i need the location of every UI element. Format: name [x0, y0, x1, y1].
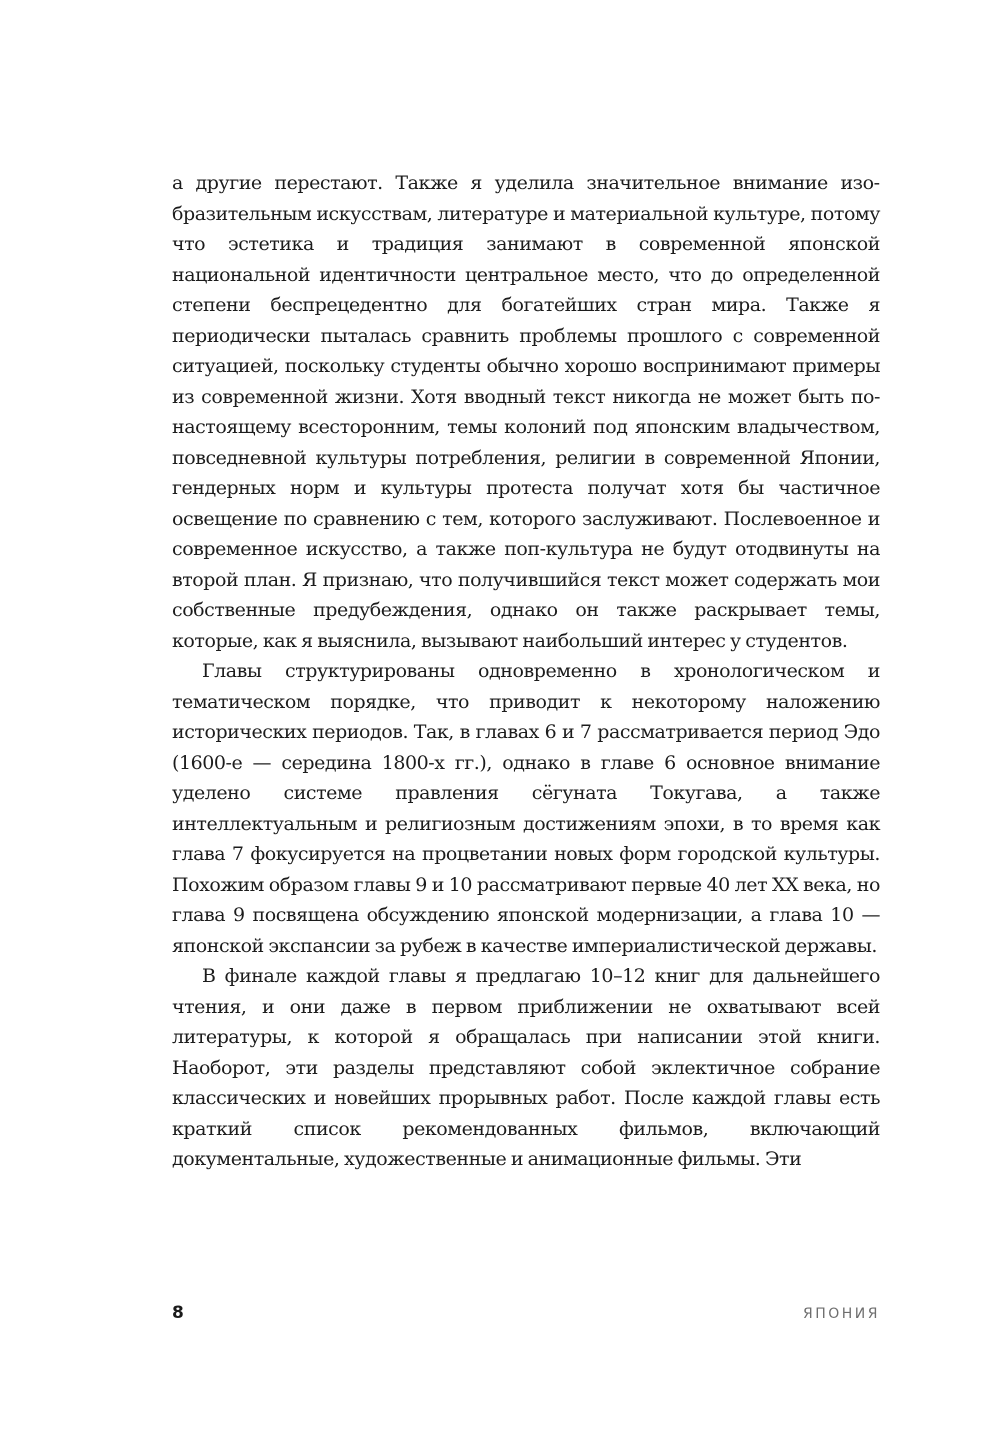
page-number: 8 — [172, 1303, 184, 1323]
page-footer — [172, 1301, 880, 1327]
main-text — [172, 168, 880, 1175]
running-title: ЯПОНИЯ — [802, 1306, 880, 1322]
paragraph-continuation: а другие перестают. Также я уделила значительное внимание изобразительным искусствам, литературе и материальной культуре, потому что эстетика и традиция занимают в современной японской национальной идентичности центральное место, что до определенной степени беспрецедентно для богатейших стран мира. Также я периодически пыталась сравнить проблемы прошлого с современной ситуацией, поскольку студенты обычно хорошо воспринимают примеры из современной жизни. Хотя вводный текст никогда не может быть по-настоящему всесторонним, темы колоний под японским владычеством, повседневной культуры потребления, религии в современной Японии, гендерных норм и культуры протеста получат хотя бы частичное освещение по сравнению с тем, которого заслуживают. Послевоенное и современное искусство, а также поп-культура не будут отодвинуты на второй план. Я признаю, что получившийся текст может содержать мои собственные предубеждения, однако он также раскрывает темы, которые, как я выяснила, вызывают наибольший интерес у студентов. — [172, 172, 880, 652]
paragraph-further-reading: В финале каждой главы я предлагаю 10–12 книг для дальнейшего чтения, и они даже в первом приближении не охватывают всей литературы, к которой я обращалась при написании этой книги. Наоборот, эти разделы представляют собой эклектичное собрание классических и новейших прорывных работ. После каждой главы есть краткий список рекомендованных фильмов, включающий документальные, художественные и анимационные фильмы. Эти — [172, 965, 880, 1170]
paragraph-chapters-structure: Главы структурированы одновременно в хронологическом и тематическом порядке, что приводит к некоторому наложению исторических периодов. Так, в главах 6 и 7 рассматривается период Эдо (1600-е — середина 1800-х гг.), однако в главе 6 основное внимание уделено системе правления сёгуната Токугава, а также интеллектуальным и религиозным достижениям эпохи, в то время как глава 7 фокусируется на процветании новых форм городской культуры. Похожим образом главы 9 и 10 рассматривают первые 40 лет XX века, но глава 9 посвящена обсуждению японской модернизации, а глава 10 — японской экспансии за рубеж в качестве империалистической державы. — [172, 660, 880, 957]
